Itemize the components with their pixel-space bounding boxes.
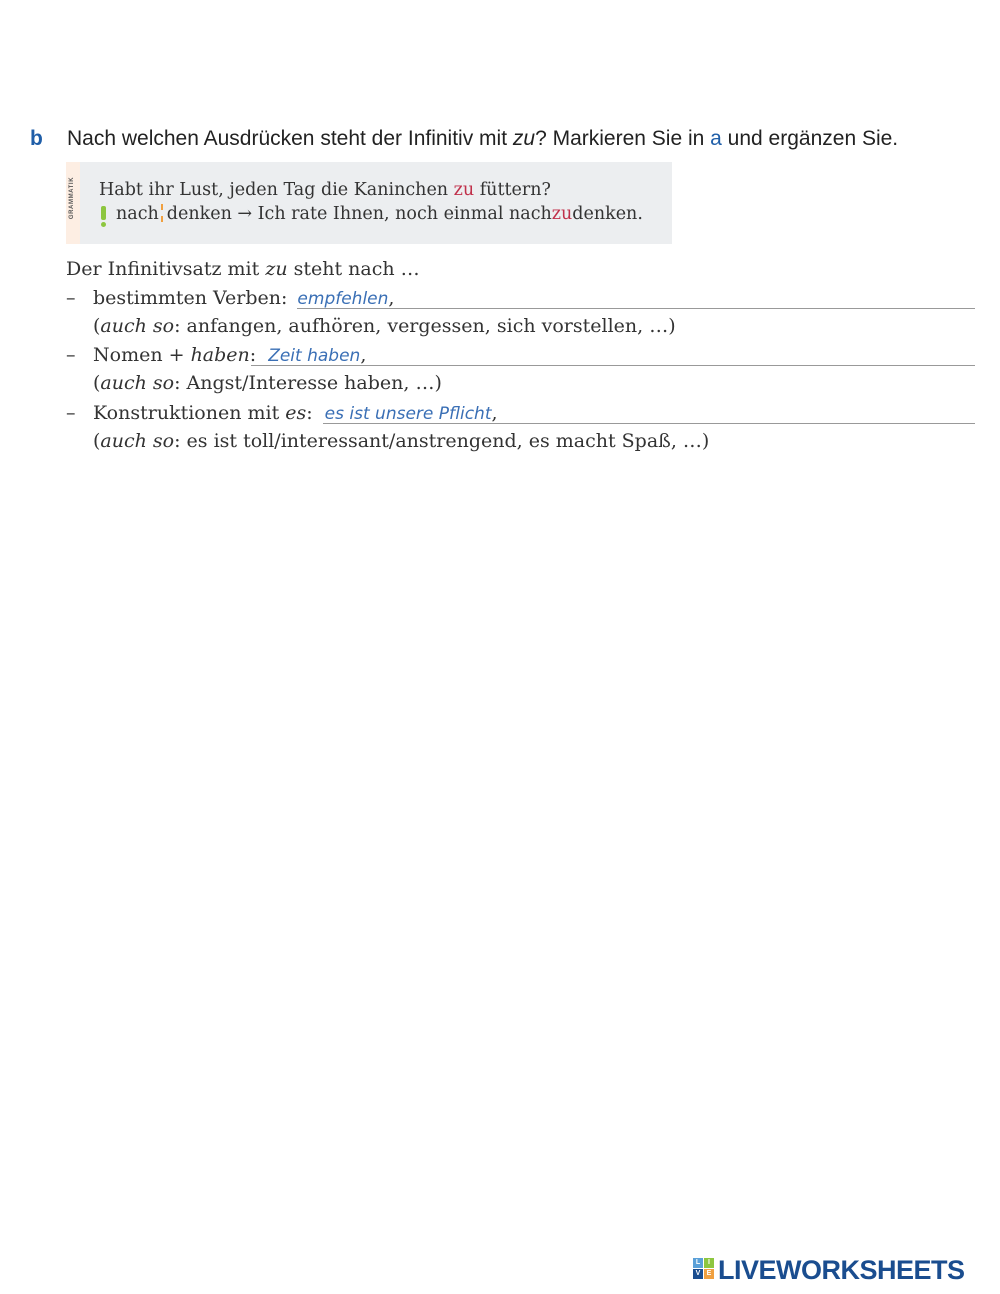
exercise-instruction: Nach welchen Ausdrücken steht der Infinitiv mit zu? Markieren Sie in a und ergänzen Sie. bbox=[67, 127, 899, 150]
liveworksheets-icon: L I V E bbox=[693, 1258, 715, 1280]
grammar-side-tab bbox=[66, 162, 80, 244]
grammar-example-sentence: Habt ihr Lust, jeden Tag die Kaninchen zu füttern? bbox=[99, 180, 551, 200]
rules-intro: Der Infinitivsatz mit zu steht nach … bbox=[66, 258, 420, 280]
answer-line[interactable] bbox=[251, 365, 975, 366]
zu-highlight: zu bbox=[551, 204, 573, 224]
rule-item: – Konstruktionen mit es: es ist unsere Pflicht, bbox=[66, 402, 976, 430]
answer-field[interactable]: empfehlen bbox=[297, 289, 389, 309]
separable-prefix-divider bbox=[161, 204, 165, 222]
answer-line[interactable] bbox=[297, 308, 975, 309]
grammar-box bbox=[66, 162, 672, 244]
rule-item: – bestimmten Verben: empfehlen, bbox=[66, 287, 976, 315]
exercise-reference: a bbox=[710, 127, 722, 150]
zu-highlight: zu bbox=[453, 180, 475, 200]
answer-field[interactable]: Zeit haben bbox=[268, 346, 361, 366]
liveworksheets-wordmark: LIVEWORKSHEETS bbox=[718, 1255, 965, 1285]
grammar-side-label: GRAMMATIK bbox=[69, 176, 75, 220]
exercise-letter: b bbox=[30, 127, 43, 150]
liveworksheets-logo bbox=[693, 1255, 988, 1285]
exclamation-icon bbox=[99, 204, 109, 228]
answer-line[interactable] bbox=[323, 423, 975, 424]
exercise-heading bbox=[30, 124, 980, 158]
rule-item: – Nomen + haben: Zeit haben, bbox=[66, 344, 976, 372]
answer-field[interactable]: es ist unsere Pflicht bbox=[324, 404, 492, 424]
grammar-separable-verb-note: nach denken → Ich rate Ihnen, noch einmal nachzudenken. bbox=[116, 204, 643, 224]
